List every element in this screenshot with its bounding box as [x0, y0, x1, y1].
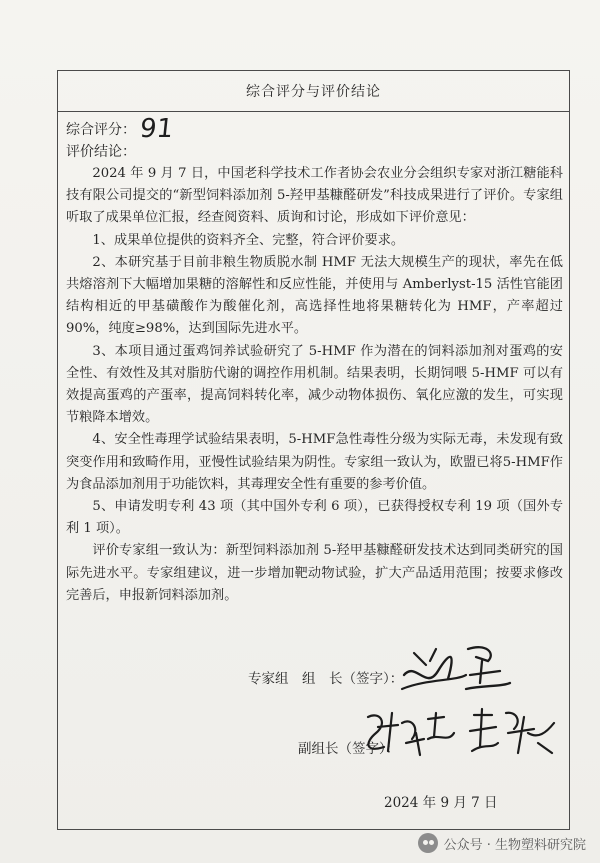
paragraph-item-3: 3、本项目通过蛋鸡饲养试验研究了 5-HMF 作为潜在的饲料添加剂对蛋鸡的安全性、有效性及其对脂肪代谢的调控作用机制。结果表明，长期饲喂 5-HMF 可以有效提高蛋鸡的产蛋率，提高饲料转化率，减少动物体损伤、氧化应激的发生，可实现节粮降本增效。 [66, 343, 563, 426]
wechat-icon [418, 833, 438, 853]
conclusion-label: 评价结论： [66, 144, 136, 160]
score-label: 综合评分： [66, 122, 136, 138]
deputy-signature [358, 703, 568, 765]
section-title: 综合评分与评价结论 [58, 71, 569, 112]
paragraph-item-1: 1、成果单位提供的资料齐全、完整，符合评价要求。 [92, 232, 405, 248]
evaluation-frame [57, 70, 570, 830]
watermark [418, 833, 586, 853]
score-row [66, 116, 173, 142]
paragraph-summary: 评价专家组一致认为：新型饲料添加剂 5-羟甲基糠醛研发技术达到同类研究的国际先进水平。专家组建议，进一步增加靶动物试验，扩大产品适用范围；按要求修改完善后，申报新饲料添加剂。 [66, 543, 563, 603]
paragraph-item-4: 4、安全性毒理学试验结果表明，5-HMF急性毒性分级为实际无毒，未发现有致突变作用和致畸作用，亚慢性试验结果为阴性。专家组一致认为，欧盟已将5-HMF作为食品添加剂用于功能饮料，其毒理安全性有重要的参考价值。 [66, 432, 563, 492]
leader-signature-label: 专家组 组 长（签字）： [248, 671, 404, 687]
leader-signature [396, 631, 526, 701]
score-value: 91 [138, 114, 175, 144]
conclusion-body [66, 163, 563, 607]
paragraph-item-2: 2、本研究基于目前非粮生物质脱水制 HMF 无法大规模生产的现状，率先在低共熔溶剂下大幅增加果糖的溶解性和反应性能，并使用与 Amberlyst-15 活性官能团结构相近的甲基磺酸作为酸催化剂，高选择性地将果糖转化为 HMF，产率超过 90%，纯度≥98%，达到国际先进水平。 [66, 254, 563, 337]
paragraph-intro: 2024 年 9 月 7 日，中国老科学技术工作者协会农业分会组织专家对浙江糖能科技有限公司提交的“新型饲料添加剂 5-羟甲基糠醛研发”科技成果进行了评价。专家组听取了成果单位汇报，经查阅资料、质询和讨论，形成如下评价意见： [66, 166, 563, 226]
watermark-text: 公众号 · 生物塑料研究院 [443, 837, 586, 853]
signing-date: 2024 年 9 月 7 日 [384, 795, 498, 811]
deputy-signature-label: 副组长（签字）： [298, 741, 400, 757]
paragraph-item-5: 5、申请发明专利 43 项（其中国外专利 6 项），已获得授权专利 19 项（国外专利 1 项）。 [66, 499, 563, 537]
